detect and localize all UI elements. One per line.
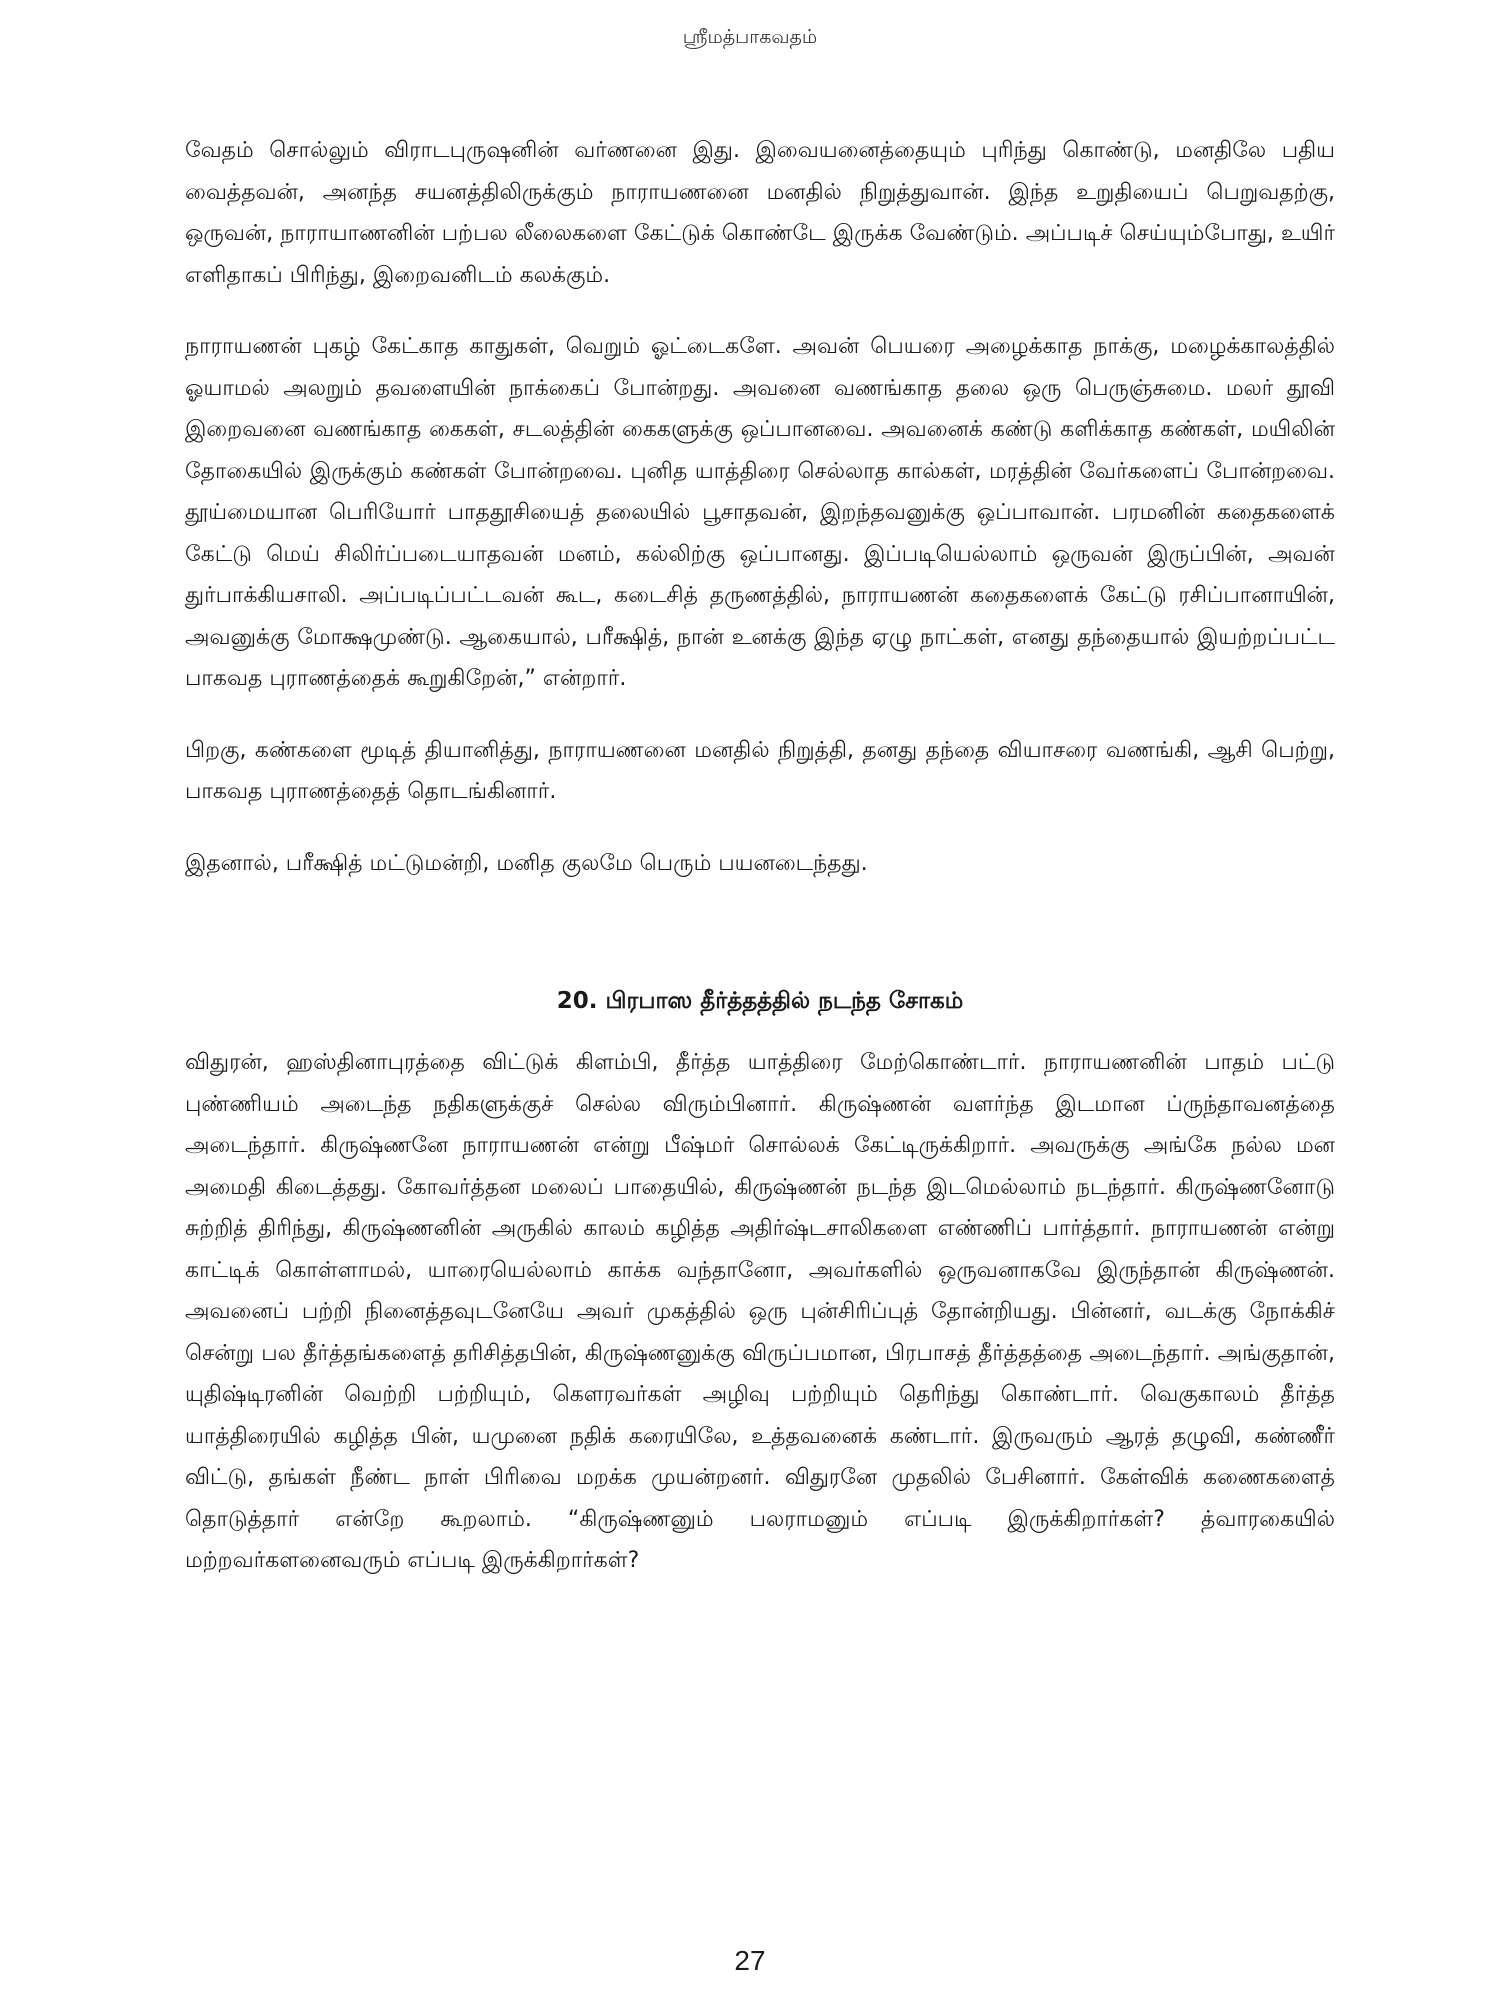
paragraph-meditation: பிறகு, கண்களை மூடித் தியானித்து, நாராயணனை மனதில் நிறுத்தி, தனது தந்தை வியாசரை வணங்கி, ஆசி பெற்று, பாகவத புராணத்தைத் தொடங்கினார். bbox=[185, 737, 1335, 804]
page-number: 27 bbox=[734, 1945, 766, 1976]
page-body bbox=[185, 130, 1335, 1612]
running-header: ஸ்ரீமத்பாகவதம் bbox=[682, 26, 818, 48]
paragraph-benefit: இதனால், பரீக்ஷித் மட்டுமன்றி, மனித குலமே பெரும் பயனடைந்தது. bbox=[185, 850, 868, 876]
section-heading: 20. பிரபாஸ தீர்த்தத்தில் நடந்த சோகம் bbox=[556, 988, 964, 1014]
paragraph-virata-purusha: வேதம் சொல்லும் விராடபுருஷனின் வர்ணனை இது. இவையனைத்தையும் புரிந்து கொண்டு, மனதிலே பதிய வைத்தவன், அனந்த சயனத்திலிருக்கும் நாராயணனை மனதில் நிறுத்துவான். இந்த உறுதியைப் பெறுவதற்கு, ஒருவன், நாராயாணனின் பற்பல லீலைகளை கேட்டுக் கொண்டே இருக்க வேண்டும். அப்படிச் செய்யும்போது, உயிர் எளிதாகப் பிரிந்து, இறைவனிடம் கலக்கும். bbox=[185, 138, 1335, 288]
paragraph-narayana-praise: நாராயணன் புகழ் கேட்காத காதுகள், வெறும் ஓட்டைகளே. அவன் பெயரை அழைக்காத நாக்கு, மழைக்காலத்தில் ஓயாமல் அலறும் தவளையின் நாக்கைப் போன்றது. அவனை வணங்காத தலை ஒரு பெருஞ்சுமை. மலர் தூவி இறைவனை வணங்காத கைகள், சடலத்தின் கைகளுக்கு ஒப்பானவை. அவனைக் கண்டு களிக்காத கண்கள், மயிலின் தோகையில் இருக்கும் கண்கள் போன்றவை. புனித யாத்திரை செல்லாத கால்கள், மரத்தின் வேர்களைப் போன்றவை. தூய்மையான பெரியோர் பாததூசியைத் தலையில் பூசாதவன், இறந்தவனுக்கு ஒப்பாவான். பரமனின் கதைகளைக் கேட்டு மெய் சிலிர்ப்படையாதவன் மனம், கல்லிற்கு ஒப்பானது. இப்படியெல்லாம் ஒருவன் இருப்பின், அவன் துர்பாக்கியசாலி. அப்படிப்பட்டவன் கூட, கடைசித் தருணத்தில், நாராயணன் கதைகளைக் கேட்டு ரசிப்பானாயின், அவனுக்கு மோக்ஷமுண்டு. ஆகையால், பரீக்ஷித், நான் உனக்கு இந்த ஏழு நாட்கள், எனது தந்தையால் இயற்றப்பட்ட பாகவத புராணத்தைக் கூறுகிறேன்,” என்றார். bbox=[185, 334, 1335, 691]
paragraph-vidura-pilgrimage: விதுரன், ஹஸ்தினாபுரத்தை விட்டுக் கிளம்பி, தீர்த்த யாத்திரை மேற்கொண்டார். நாராயணனின் பாதம் பட்டு புண்ணியம் அடைந்த நதிகளுக்குச் செல்ல விரும்பினார். கிருஷ்ணன் வளர்ந்த இடமான ப்ருந்தாவனத்தை அடைந்தார். கிருஷ்ணனே நாராயணன் என்று பீஷ்மர் சொல்லக் கேட்டிருக்கிறார். அவருக்கு அங்கே நல்ல மன அமைதி கிடைத்தது. கோவர்த்தன மலைப் பாதையில், கிருஷ்ணன் நடந்த இடமெல்லாம் நடந்தார். கிருஷ்ணனோடு சுற்றித் திரிந்து, கிருஷ்ணனின் அருகில் காலம் கழித்த அதிர்ஷ்டசாலிகளை எண்ணிப் பார்த்தார். நாராயணன் என்று காட்டிக் கொள்ளாமல், யாரையெல்லாம் காக்க வந்தானோ, அவர்களில் ஒருவனாகவே இருந்தான் கிருஷ்ணன். அவனைப் பற்றி நினைத்தவுடனேயே அவர் முகத்தில் ஒரு புன்சிரிப்புத் தோன்றியது. பின்னர், வடக்கு நோக்கிச் சென்று பல தீர்த்தங்களைத் தரிசித்தபின், கிருஷ்ணனுக்கு விருப்பமான, பிரபாசத் தீர்த்தத்தை அடைந்தார். அங்குதான், யுதிஷ்டிரனின் வெற்றி பற்றியும், கௌரவர்கள் அழிவு பற்றியும் தெரிந்து கொண்டார். வெகுகாலம் தீர்த்த யாத்திரையில் கழித்த பின், யமுனை நதிக் கரையிலே, உத்தவனைக் கண்டார். இருவரும் ஆரத் தழுவி, கண்ணீர் விட்டு, தங்கள் நீண்ட நாள் பிரிவை மறக்க முயன்றனர். விதுரனே முதலில் பேசினார். கேள்விக் கணைகளைத் தொடுத்தார் என்றே கூறலாம். “கிருஷ்ணனும் பலராமனும் எப்படி இருக்கிறார்கள்? த்வாரகையில் மற்றவர்களனைவரும் எப்படி இருக்கிறார்கள்? bbox=[185, 1050, 1335, 1573]
